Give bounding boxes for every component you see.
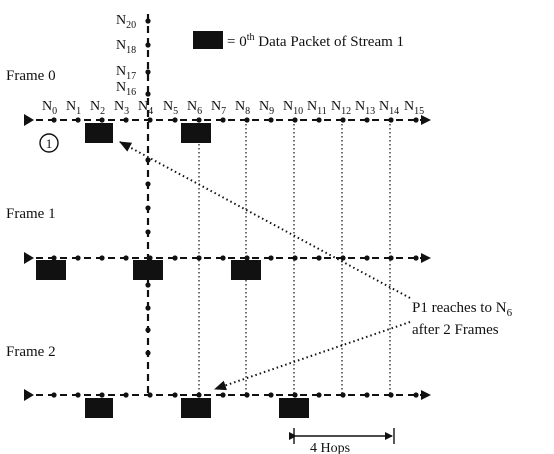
row-node-dot [51, 392, 56, 397]
row-node-dot [51, 117, 56, 122]
annotation-line2: after 2 Frames [412, 322, 499, 338]
legend-text: = 0th Data Packet of Stream 1 [227, 32, 405, 50]
row-node-dot [75, 255, 80, 260]
packets [36, 123, 309, 418]
node-label-n4: $N_4$ [138, 99, 154, 117]
node-label-n16: $N_{16}$ [116, 80, 137, 98]
node-label-n15: $N_{15}$ [404, 99, 425, 117]
row-node-dot [147, 392, 152, 397]
horizontal-node-labels [42, 99, 424, 117]
node-label-n6: $N_6$ [187, 99, 203, 117]
annotation-arrow-to-frame2 [215, 322, 410, 389]
row-node-dot [99, 117, 104, 122]
packet-frame1-n4 [133, 260, 163, 280]
row-node-dot [244, 255, 249, 260]
frame2-start-arrow [24, 389, 34, 401]
packet-frame2-n2 [85, 398, 113, 418]
row-node-dot [147, 255, 152, 260]
hops-label: 4 Hops [310, 441, 351, 454]
row-node-dot [220, 392, 225, 397]
row-node-dot [51, 255, 56, 260]
node-label-n18: $N_{18}$ [116, 38, 137, 56]
row-node-dot [220, 117, 225, 122]
node-label-n8: $N_8$ [235, 99, 251, 117]
node-label-n2: $N_2$ [90, 99, 106, 117]
node-label-n5: $N_5$ [163, 99, 179, 117]
node-label-n9: $N_9$ [259, 99, 275, 117]
node-label-n3: $N_3$ [114, 99, 130, 117]
row-node-dot [196, 255, 201, 260]
frame-label-2: Frame 2 [6, 344, 56, 360]
node-label-n20: $N_{20}$ [116, 13, 137, 31]
row-node-dot [172, 255, 177, 260]
source-marker [40, 134, 58, 152]
row-node-dot [316, 117, 321, 122]
hops-measure [294, 428, 394, 454]
row-node-dot [388, 255, 393, 260]
frame1-start-arrow [24, 252, 34, 264]
packet-frame0-n2 [85, 123, 113, 143]
row-node-dot [75, 392, 80, 397]
row-node-dot [388, 392, 393, 397]
packet-frame2-n6 [181, 398, 211, 418]
node-label-n12: $N_{12}$ [331, 99, 352, 117]
frame-label-1: Frame 1 [6, 206, 56, 222]
node-label-n10: $N_{10}$ [283, 99, 304, 117]
row-node-dot [340, 117, 345, 122]
row-node-dot [268, 117, 273, 122]
node-label-n7: $N_7$ [211, 99, 227, 117]
annotation-arrow-to-frame0 [120, 142, 410, 298]
row-node-dot [99, 392, 104, 397]
row-node-dot [268, 255, 273, 260]
row-node-dot [364, 255, 369, 260]
row-node-dot [244, 117, 249, 122]
legend [193, 31, 404, 50]
row-node-dot [244, 392, 249, 397]
row-node-dot [413, 392, 418, 397]
node-label-n1: $N_1$ [66, 99, 82, 117]
packet-frame0-n6 [181, 123, 211, 143]
row-node-dot [220, 255, 225, 260]
row-node-dot [75, 117, 80, 122]
row-node-dot [364, 117, 369, 122]
row-node-dot [364, 392, 369, 397]
node-label-n14: $N_{14}$ [379, 99, 400, 117]
node-label-n0: $N_0$ [42, 99, 58, 117]
packet-frame2-n10 [279, 398, 309, 418]
frame0-start-arrow [24, 114, 34, 126]
row-node-dot [147, 117, 152, 122]
row-node-dot [413, 117, 418, 122]
packet-frame1-n0 [36, 260, 66, 280]
row-node-dot [388, 117, 393, 122]
row-node-dot [340, 392, 345, 397]
vertical-node-labels [116, 13, 136, 98]
frame-label-0: Frame 0 [6, 68, 56, 84]
row-node-dot [340, 255, 345, 260]
annotation-line1: P1 reaches to $N_6$ [412, 300, 513, 319]
row-node-dot [172, 392, 177, 397]
row-node-dot [196, 392, 201, 397]
row-node-dot [123, 117, 128, 122]
node-label-n13: $N_{13}$ [355, 99, 376, 117]
row-node-dot [123, 255, 128, 260]
row-node-dot [316, 255, 321, 260]
row-node-dot [268, 392, 273, 397]
row-node-dot [292, 117, 297, 122]
row-node-dot [123, 392, 128, 397]
row-node-dot [196, 117, 201, 122]
node-label-n11: $N_{11}$ [307, 99, 327, 117]
node-label-n17: $N_{17}$ [116, 64, 137, 82]
packet-frame1-n8 [231, 260, 261, 280]
row-node-dot [316, 392, 321, 397]
row-node-dot [292, 255, 297, 260]
row-node-dot [172, 117, 177, 122]
row-node-dot [413, 255, 418, 260]
svg-text:1: 1 [45, 136, 53, 151]
row-node-dot [99, 255, 104, 260]
row-node-dot [292, 392, 297, 397]
legend-packet-swatch [193, 31, 223, 49]
